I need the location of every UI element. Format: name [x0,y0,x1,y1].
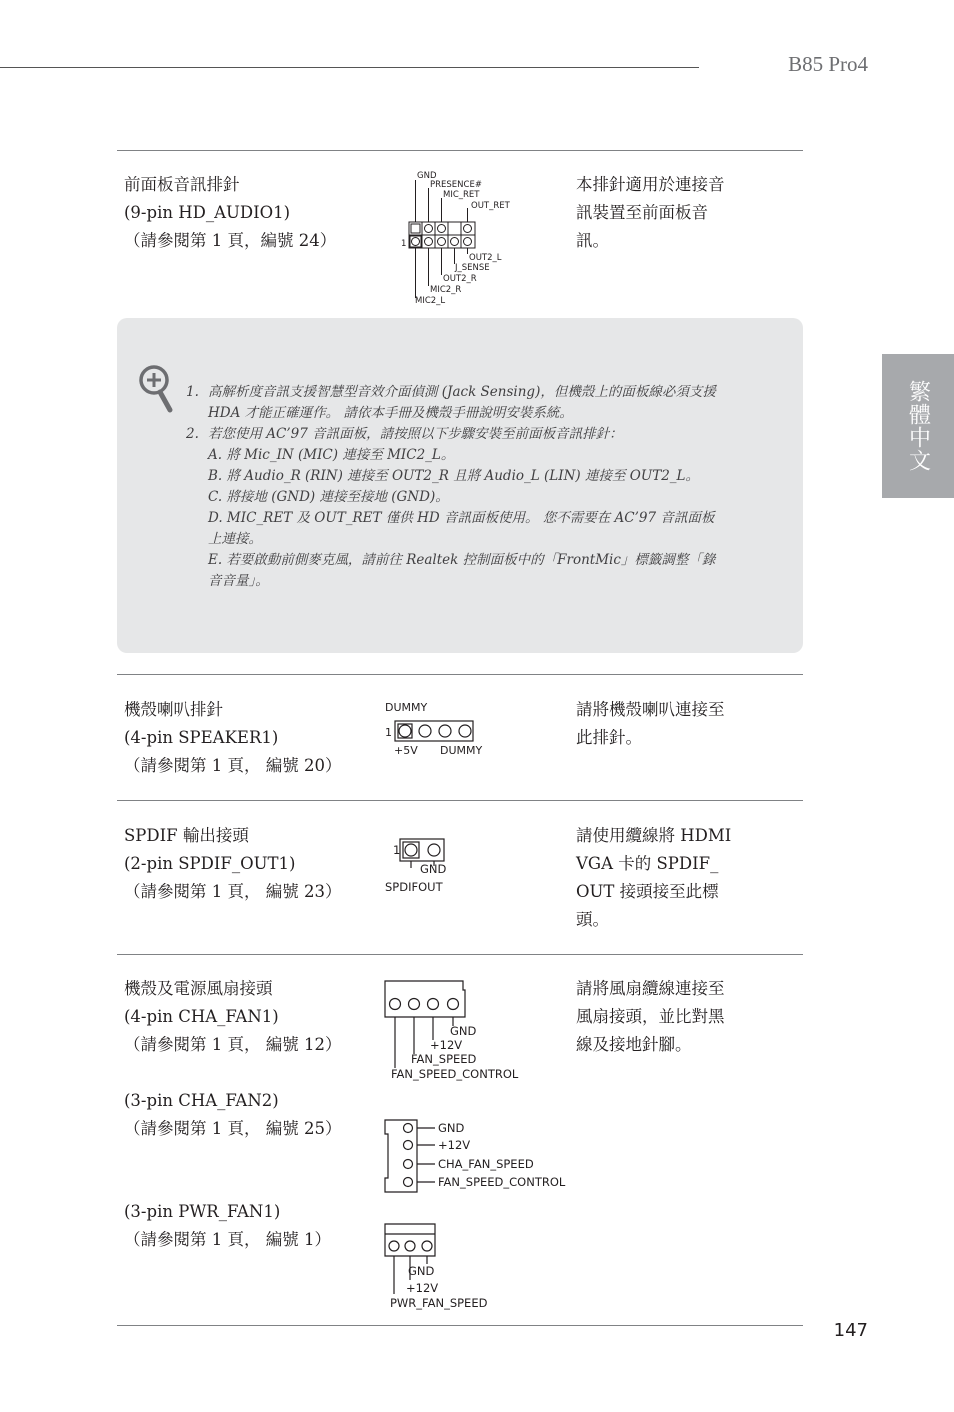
spdif-label-spdifout: SPDIFOUT [385,880,443,894]
hd-audio-title: 前面板音訊排針 [124,175,240,194]
language-tab: 繁體中文 [882,354,954,498]
hd-label-mic2-l: MIC2_L [415,296,446,306]
header-rule [0,67,699,68]
fan2-label-gnd: GND [438,1121,465,1135]
note-line: 高解析度音訊支援智慧型音效介面偵測 (Jack Sensing)，但機殼上的面板線必須支援 [208,384,716,400]
speaker-ref: （請參閱第 1 頁， 編號 20） [124,756,342,775]
footer-rule [117,1325,803,1326]
note-line: 音音量」。 [208,573,269,589]
pwr-label-pwr-fan-speed: PWR_FAN_SPEED [390,1296,488,1310]
hd-label-out2-r: OUT2_R [443,274,477,284]
hd-label-mic2-r: MIC2_R [430,285,462,295]
speaker-description [576,696,756,752]
model-title: B85 Pro4 [788,52,868,76]
speaker-pin: (4-pin SPEAKER1) [124,728,279,747]
note-line: HDA 才能正確運作。 請依本手冊及機殼手冊說明安裝系統。 [208,405,573,421]
fan2-label-12v: +12V [438,1138,471,1152]
spdif-desc-line: VGA 卡的 SPDIF_ [576,854,719,873]
hd-label-out-ret: OUT_RET [471,201,510,211]
note-line: 若您使用 AC’97 音訊面板，請按照以下步驟安裝至前面板音訊排針： [208,426,623,442]
spdif-ref: （請參閱第 1 頁， 編號 23） [124,882,342,901]
note-number: 1. [186,384,199,400]
fan1-label-fan-speed: FAN_SPEED [411,1052,477,1066]
cha-fan2-pin-diagram [383,1118,583,1194]
speaker-desc-line: 此排針。 [576,728,642,747]
cha-fan2-info [124,1087,341,1143]
note-item [186,382,756,424]
fan1-label-12v: +12V [430,1038,463,1052]
speaker-label-dummy-top: DUMMY [385,701,428,714]
note-number: 2. [186,426,199,442]
hd-audio-ref: （請參閱第 1 頁，編號 24） [124,231,337,250]
spdif-title: SPDIF 輸出接頭 [124,826,249,845]
hd-label-mic-ret: MIC_RET [443,190,480,200]
hd-audio-desc-line: 訊裝置至前面板音 [576,203,708,222]
note-line: D. MIC_RET 及 OUT_RET 僅供 HD 音訊面板使用。 您不需要在 AC’97 音訊面板 [208,510,715,526]
pwr-fan1-ref: （請參閱第 1 頁， 編號 1） [124,1230,331,1249]
pwr-fan1-info [124,1198,331,1254]
pwr-label-12v: +12V [406,1281,439,1295]
spdif-pin: (2-pin SPDIF_OUT1) [124,854,296,873]
cha-fan1-info [124,975,341,1059]
spdif-desc-line: OUT 接頭接至此標 [576,882,719,901]
pwr-label-gnd: GND [408,1264,435,1278]
note-line: C. 將接地 (GND) 連接至接地 (GND)。 [208,489,449,505]
spdif-desc-line: 請使用纜線將 HDMI [576,826,732,845]
speaker-pin-diagram [382,698,512,762]
speaker-label-5v: +5V [394,744,418,757]
hd-audio-desc-line: 本排針適用於連接音 [576,175,725,194]
cha-fan2-pin: (3-pin CHA_FAN2) [124,1091,279,1110]
fan-desc-line: 風扇接頭，並比對黑 [576,1007,725,1026]
spdif-description [576,822,756,934]
section-divider [117,150,803,151]
speaker-label-dummy-bottom: DUMMY [440,744,483,757]
magnifier-plus-icon [138,364,174,414]
hd-audio-info [124,171,336,255]
hd-audio-desc-line: 訊。 [576,231,609,250]
fan-description [576,975,756,1059]
cha-fan1-pin: (4-pin CHA_FAN1) [124,1007,279,1026]
fan-desc-line: 請將風扇纜線連接至 [576,979,725,998]
speaker-info [124,696,341,780]
fan2-label-cha-fan-speed: CHA_FAN_SPEED [438,1157,534,1171]
hd-audio-description [576,171,756,255]
section-divider [117,800,803,801]
fan-title: 機殼及電源風扇接頭 [124,979,273,998]
note-line: B. 將 Audio_R (RIN) 連接至 OUT2_R 且將 Audio_L (LIN) 連接至 OUT2_L。 [208,468,700,484]
hd-audio-pin-diagram [395,168,525,308]
hd-label-presence: PRESENCE# [430,180,482,190]
hd-label-j-sense: J_SENSE [455,263,490,273]
section-divider [117,674,803,675]
fan-desc-line: 線及接地針腳。 [576,1035,692,1054]
note-item [186,424,756,592]
note-line: E. 若要啟動前側麥克風，請前往 Realtek 控制面板中的「FrontMic」標籤調整「錄 [208,552,716,568]
spdif-desc-line: 頭。 [576,910,609,929]
hd-label-out2-l: OUT2_L [469,253,502,263]
spdif-label-one: 1 [393,843,401,857]
speaker-desc-line: 請將機殼喇叭連接至 [576,700,725,719]
spdif-info [124,822,341,906]
note-line: 上連接。 [208,531,262,547]
section-divider [117,954,803,955]
cha-fan1-ref: （請參閱第 1 頁， 編號 12） [124,1035,342,1054]
cha-fan1-pin-diagram [384,980,544,1084]
speaker-title: 機殼喇叭排針 [124,700,223,719]
note-list [186,382,756,592]
spdif-label-gnd: GND [420,862,447,876]
pwr-fan1-pin: (3-pin PWR_FAN1) [124,1202,281,1221]
hd-label-one: 1 [401,239,407,249]
fan2-label-fan-speed-control: FAN_SPEED_CONTROL [438,1175,566,1189]
note-line: A. 將 Mic_IN (MIC) 連接至 MIC2_L。 [208,447,455,463]
speaker-label-one: 1 [385,726,392,739]
hd-label-gnd: GND [417,171,437,181]
hd-audio-pin: (9-pin HD_AUDIO1) [124,203,291,222]
pwr-fan1-pin-diagram [384,1222,514,1312]
fan1-label-gnd: GND [450,1024,477,1038]
spdif-pin-diagram [382,832,482,898]
page-number: 147 [833,1320,868,1341]
cha-fan2-ref: （請參閱第 1 頁， 編號 25） [124,1119,342,1138]
fan1-label-fan-speed-control: FAN_SPEED_CONTROL [391,1067,519,1081]
